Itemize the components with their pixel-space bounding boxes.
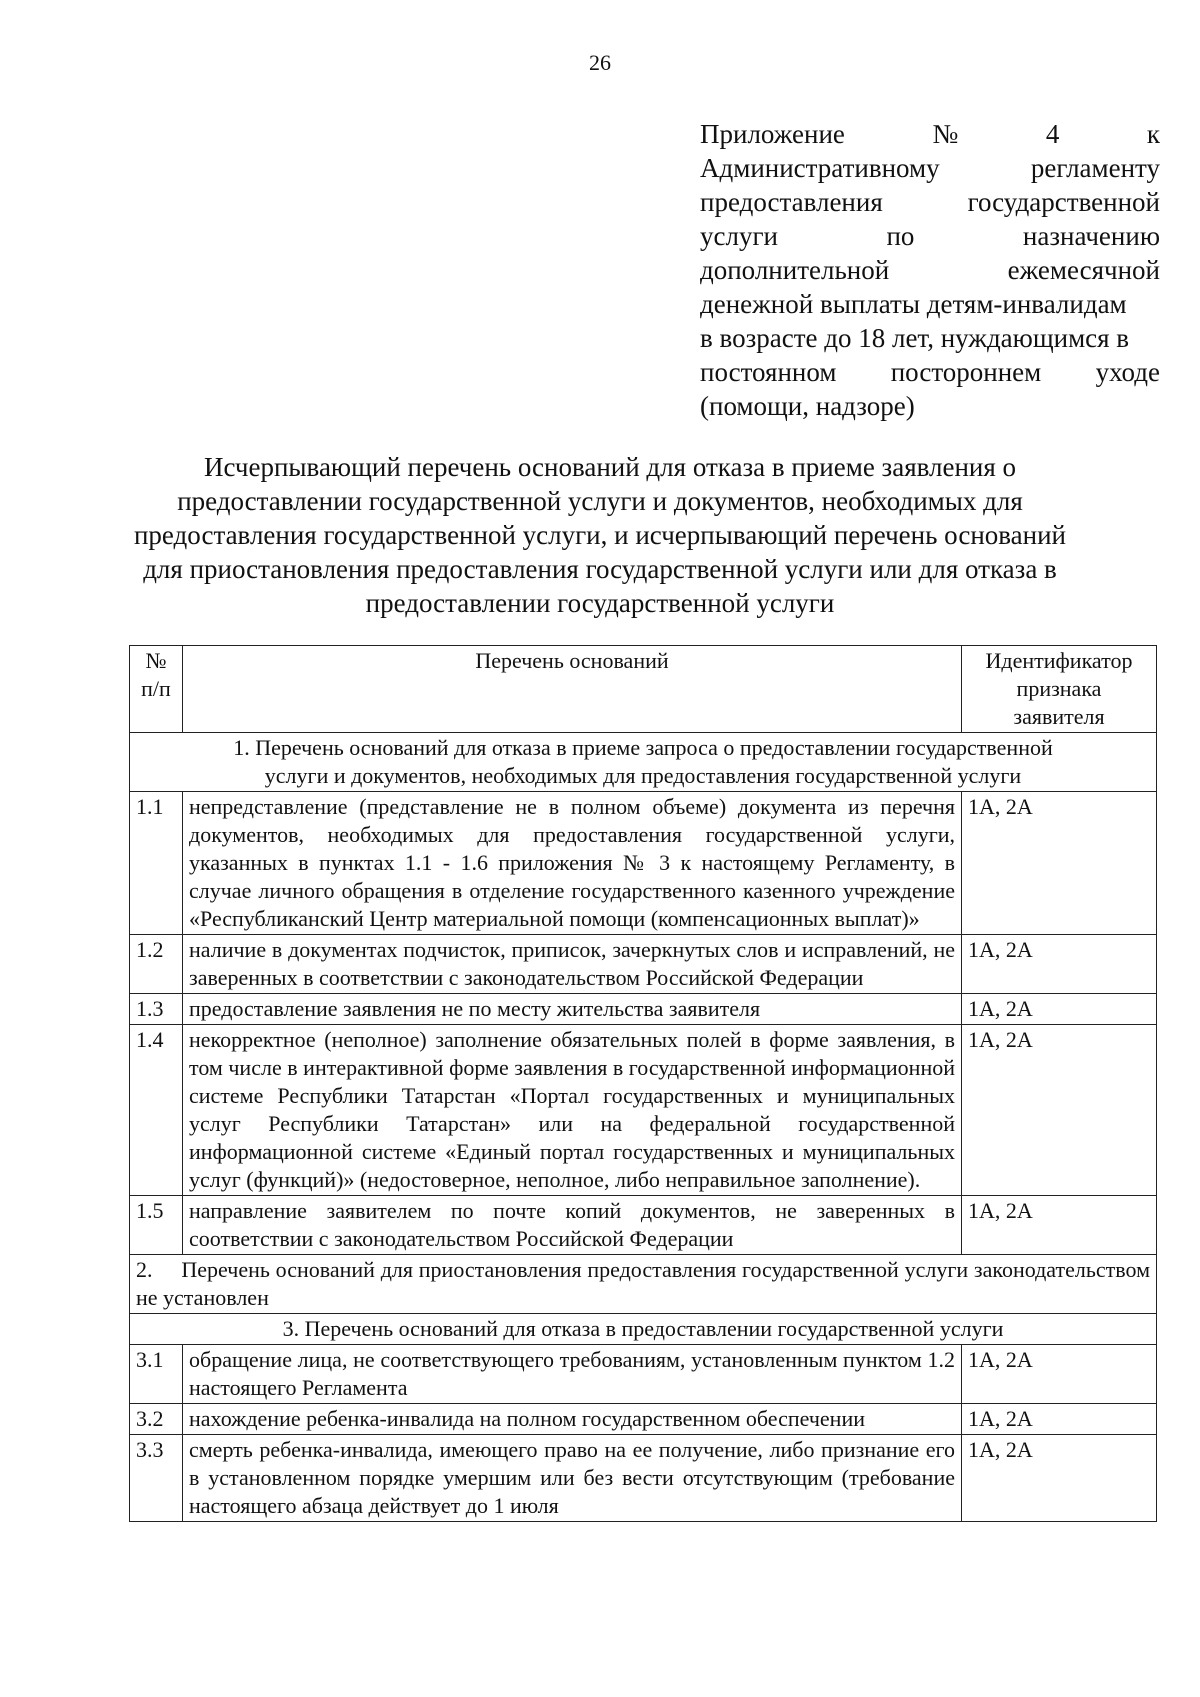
row-identifier: 1А, 2А <box>962 1196 1157 1255</box>
section-1-title: 1. Перечень оснований для отказа в приеме запроса о предоставлении государственной услуги и документов, необходимых для предоставления государственной услуги <box>130 733 1157 792</box>
row-number: 1.1 <box>130 792 183 935</box>
appendix-line: услуги по назначению <box>700 221 1160 251</box>
row-text: непредставление (представление не в полном объеме) документа из перечня документов, необходимых для предоставления государственной услуги, указанных в пунктах 1.1 - 1.6 приложения № 3 к настоящему Регламенту, в случае личного обращения в отделение государственного казенного учреждение «Республиканский Центр материальной помощи (компенсационных выплат)» <box>183 792 962 935</box>
table-row <box>130 1025 1157 1196</box>
appendix-line: (помощи, надзоре) <box>700 391 915 421</box>
heading-line: Исчерпывающий перечень оснований для отказа в приеме заявления о <box>203 452 1017 482</box>
row-text: нахождение ребенка-инвалида на полном государственном обеспечении <box>183 1404 962 1435</box>
section-row <box>130 1314 1157 1345</box>
appendix-line: в возрасте до 18 лет, нуждающимся в <box>700 323 1130 353</box>
row-identifier: 1А, 2А <box>962 1404 1157 1435</box>
section-row <box>130 733 1157 792</box>
table-row <box>130 1345 1157 1404</box>
heading-line: предоставлении государственной услуги <box>365 588 835 618</box>
row-number: 3.2 <box>130 1404 183 1435</box>
row-identifier: 1А, 2А <box>962 792 1157 935</box>
appendix-line: постоянном постороннем уходе <box>700 357 1160 387</box>
row-text: направление заявителем по почте копий документов, не заверенных в соответствии с законодательством Российской Федерации <box>183 1196 962 1255</box>
appendix-note <box>700 117 1160 423</box>
row-number: 1.4 <box>130 1025 183 1196</box>
section-row <box>130 1255 1157 1314</box>
section-2-title: 2. Перечень оснований для приостановления предоставления государственной услуги законодательством не установлен <box>130 1255 1157 1314</box>
table-row <box>130 1196 1157 1255</box>
header-number: № п/п <box>130 646 183 733</box>
row-identifier: 1А, 2А <box>962 1025 1157 1196</box>
row-number: 3.3 <box>130 1435 183 1522</box>
row-text: наличие в документах подчисток, приписок, зачеркнутых слов и исправлений, не заверенных в соответствии с законодательством Российской Федерации <box>183 935 962 994</box>
appendix-line: предоставления государственной <box>700 187 1160 217</box>
page-number: 26 <box>589 50 611 75</box>
row-identifier: 1А, 2А <box>962 994 1157 1025</box>
appendix-line: денежной выплаты детям-инвалидам <box>700 289 1127 319</box>
heading-line: для приостановления предоставления государственной услуги или для отказа в <box>143 554 1057 584</box>
row-text: предоставление заявления не по месту жительства заявителя <box>183 994 962 1025</box>
table-row <box>130 792 1157 935</box>
table-row <box>130 1435 1157 1522</box>
row-text: смерть ребенка-инвалида, имеющего право на ее получение, либо признание его в установленном порядке умершим или без вести отсутствующим (требование настоящего абзаца действует до 1 июля <box>183 1435 962 1522</box>
document-heading <box>120 450 1080 620</box>
row-number: 1.5 <box>130 1196 183 1255</box>
heading-line: предоставлении государственной услуги и документов, необходимых для <box>177 486 1023 516</box>
grounds-table <box>129 645 1157 1522</box>
table-row <box>130 1404 1157 1435</box>
section-3-title: 3. Перечень оснований для отказа в предоставлении государственной услуги <box>130 1314 1157 1345</box>
appendix-line: Приложение № 4 к <box>700 119 1160 149</box>
appendix-line: Административному регламенту <box>700 153 1160 183</box>
row-number: 1.3 <box>130 994 183 1025</box>
row-number: 3.1 <box>130 1345 183 1404</box>
table-row <box>130 994 1157 1025</box>
row-text: обращение лица, не соответствующего требованиям, установленным пунктом 1.2 настоящего Регламента <box>183 1345 962 1404</box>
header-identifier: Идентификатор признака заявителя <box>962 646 1157 733</box>
appendix-line: дополнительной ежемесячной <box>700 255 1160 285</box>
row-number: 1.2 <box>130 935 183 994</box>
row-text: некорректное (неполное) заполнение обязательных полей в форме заявления, в том числе в интерактивной форме заявления в государственной информационной системе Республики Татарстан «Портал государственных и муниципальных услуг Республики Татарстан» или на федеральной государственной информационной системе «Единый портал государственных и муниципальных услуг (функций)» (недостоверное, неполное, либо неправильное заполнение). <box>183 1025 962 1196</box>
table-header-row <box>130 646 1157 733</box>
header-grounds: Перечень оснований <box>183 646 962 733</box>
heading-line: предоставления государственной услуги, и исчерпывающий перечень оснований <box>133 520 1067 550</box>
row-identifier: 1А, 2А <box>962 935 1157 994</box>
row-identifier: 1А, 2А <box>962 1435 1157 1522</box>
table-row <box>130 935 1157 994</box>
row-identifier: 1А, 2А <box>962 1345 1157 1404</box>
